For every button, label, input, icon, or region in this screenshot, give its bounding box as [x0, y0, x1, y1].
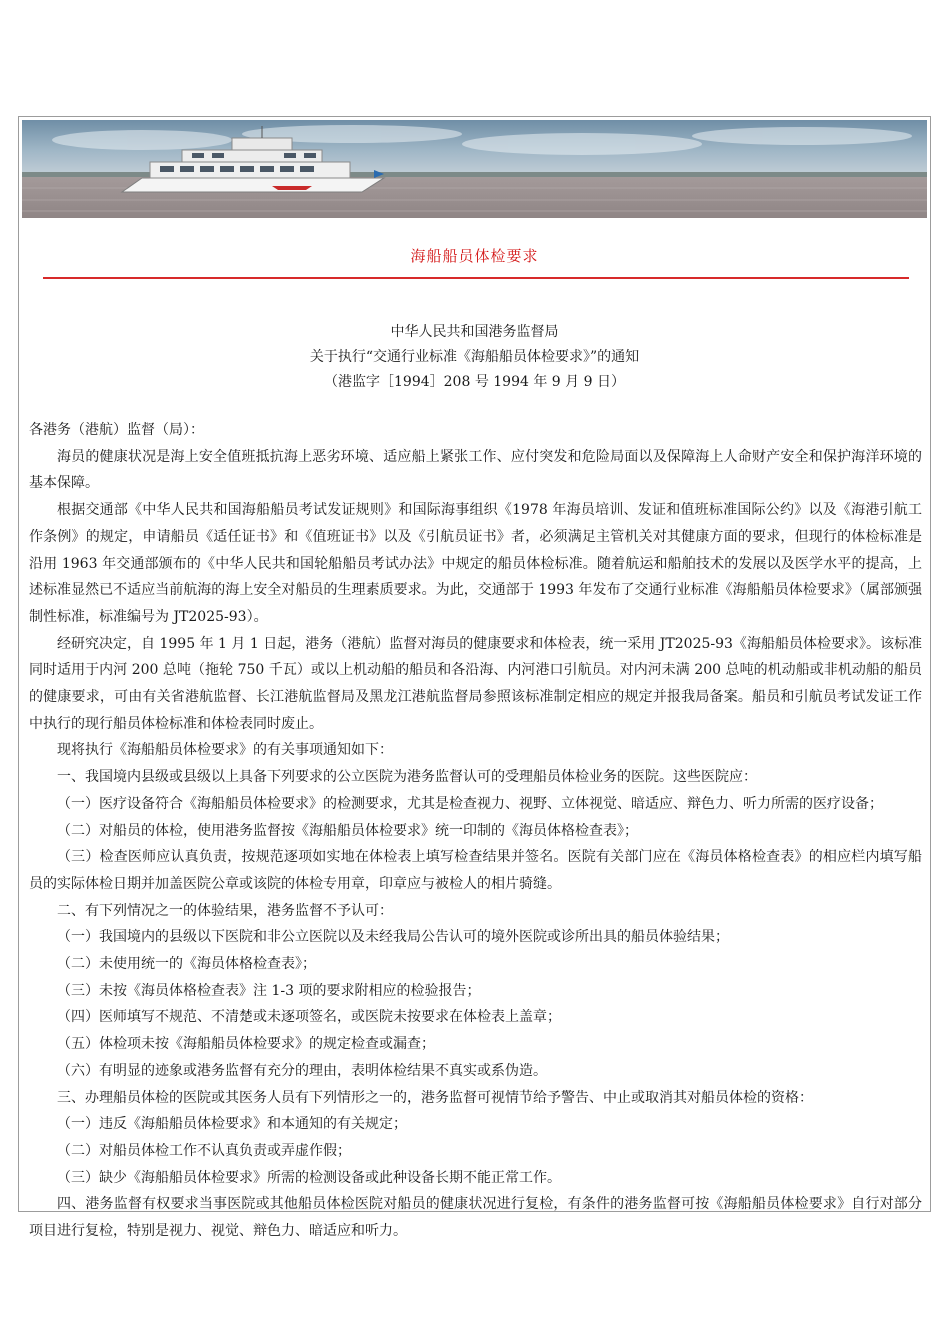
list-item: （六）有明显的迹象或港务监督有充分的理由，表明体检结果不真实或系伪造。 [57, 1062, 547, 1079]
paragraph: 经研究决定，自 1995 年 1 月 1 日起，港务（港航）监督对海员的健康要求和体检表，统一采用 JT2025-93《海船船员体检要求》。该标准同时适用于内河 200 总吨（拖轮 750 千瓦）或以上机动船的船员和各沿海、内河港口引航员。对内河未满 200 总吨的机动船或非机动船的船员的健康要求，可由有关省港航监督、长江港航监督局及黑龙江港航监督局参照该标准制定相应的规定并报我局备案。船员和引航员考试发证工作中执行的现行船员体检标准和体检表同时废止。 [29, 635, 922, 732]
list-item: （一）违反《海船船员体检要求》和本通知的有关规定； [57, 1116, 407, 1133]
salutation: 各港务（港航）监督（局）： [29, 422, 204, 438]
list-item: （五）体检项未按《海船船员体检要求》的规定检查或漏查； [57, 1036, 435, 1053]
list-item: （二）未使用统一的《海员体格检查表》； [57, 956, 316, 973]
section-heading: 三、办理船员体检的医院或其医务人员有下列情形之一的，港务监督可视情节给予警告、中止或取消其对船员体检的资格： [57, 1089, 813, 1106]
list-item: （三）检查医师应认真负责，按规范逐项如实地在体检表上填写检查结果并签名。医院有关部门应在《海员体格检查表》的相应栏内填写船员的实际体检日期并加盖医院公章或该院的体检专用章，印章应与被检人的相片骑缝。 [29, 849, 922, 892]
title-divider [43, 277, 909, 279]
section-heading: 四、港务监督有权要求当事医院或其他船员体检医院对船员的健康状况进行复检，有条件的港务监督可按《海船船员体检要求》自行对部分项目进行复检，特别是视力、视觉、辩色力、暗适应和听力。 [29, 1196, 922, 1240]
list-item: （四）医师填写不规范、不清楚或未逐项签名，或医院未按要求在体检表上盖章； [57, 1009, 561, 1026]
list-item: （一）医疗设备符合《海船船员体检要求》的检测要求，尤其是检查视力、视野、立体视觉、暗适应、辩色力、听力所需的医疗设备； [57, 795, 883, 812]
list-item: （二）对船员体检工作不认真负责或弄虚作假； [57, 1142, 351, 1159]
page-title: 海船船员体检要求 [410, 247, 539, 265]
paragraph: 根据交通部《中华人民共和国海船船员考试发证规则》和国际海事组织《1978 年海员培训、发证和值班标准国际公约》以及《海港引航工作条例》的规定，申请船员《适任证书》和《值班证书》以及《引航员证书》者，必须满足主管机关对其健康方面的要求，但现行的体检标准是沿用 1963 年交通部颁布的《中华人民共和国轮船船员考试办法》中规定的船员体检标准。随着航运和船舶技术的发展以及医学水平的提高，上述标准显然已不适应当前航海的海上安全对船员的生理素质要求。为此，交通部于 1993 年发布了交通行业标准《海船船员体检要求》（属部颁强制性标准，标准编号为 JT2025-93）。 [29, 502, 922, 625]
list-item: （三）未按《海员体格检查表》注 1-3 项的要求附相应的检验报告； [57, 982, 481, 999]
list-item: （一）我国境内的县级以下医院和非公立医院以及未经我局公告认可的境外医院或诊所出具的船员体验结果； [57, 929, 729, 946]
list-item: （二）对船员的体检，使用港务监督按《海船船员体检要求》统一印制的《海员体格检查表》； [57, 822, 638, 839]
notice-issuer: 中华人民共和国港务监督局 [390, 324, 559, 340]
notice-reference: （港监字［1994］208 号 1994 年 9 月 9 日） [324, 374, 625, 390]
paragraph: 海员的健康状况是海上安全值班抵抗海上恶劣环境、适应船上紧张工作、应付突发和危险局面以及保障海上人命财产安全和保护海洋环境的基本保障。 [29, 448, 922, 492]
paragraph: 现将执行《海船船员体检要求》的有关事项通知如下： [57, 742, 393, 759]
list-item: （三）缺少《海船船员体检要求》所需的检测设备或此种设备长期不能正常工作。 [57, 1169, 561, 1186]
notice-subject: 关于执行“交通行业标准《海船船员体检要求》”的通知 [309, 349, 640, 365]
notice-body [29, 417, 922, 1245]
ship-banner-image [22, 120, 927, 218]
document-frame [18, 116, 931, 1240]
section-heading: 一、我国境内县级或县级以上具备下列要求的公立医院为港务监督认可的受理船员体检业务的医院。这些医院应： [57, 769, 757, 786]
section-heading: 二、有下列情况之一的体验结果，港务监督不予认可： [57, 902, 393, 919]
